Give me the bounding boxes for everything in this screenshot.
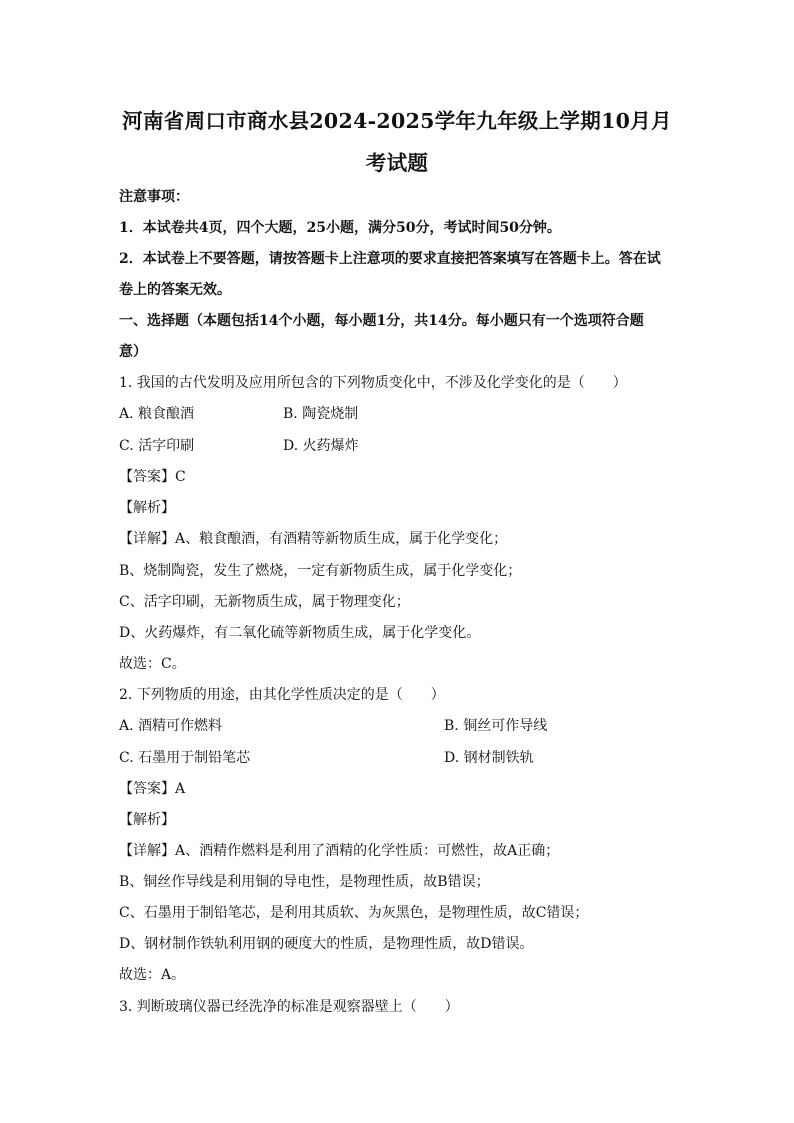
question-2-option-b: B. 铜丝可作导线 — [444, 718, 548, 734]
question-2-answer: 【答案】A — [119, 781, 186, 797]
question-1-detail-c: C、活字印刷，无新物质生成，属于物理变化； — [119, 594, 410, 610]
question-2-option-c: C. 石墨用于制铅笔芯 — [119, 750, 251, 766]
question-2-analysis-label: 【解析】 — [119, 812, 175, 828]
page-title-line-2: 考试题 — [365, 151, 429, 175]
section-heading-line-2: 意） — [119, 344, 147, 360]
question-2-option-d: D. 钢材制铁轨 — [444, 750, 534, 766]
question-2-detail-b: B、铜丝作导线是利用铜的导电性，是物理性质，故B错误； — [119, 874, 490, 890]
question-1-analysis-label: 【解析】 — [119, 500, 175, 516]
question-1-detail-b: B、烧制陶瓷，发生了燃烧，一定有新物质生成，属于化学变化； — [119, 563, 522, 579]
notice-item-2-line-1: 2．本试卷上不要答题，请按答题卡上注意项的要求直接把答案填写在答题卡上。答在试 — [119, 251, 661, 267]
notice-heading: 注意事项： — [119, 189, 189, 205]
question-1-detail-a: 【详解】A、粮食酿酒，有酒精等新物质生成，属于化学变化； — [119, 531, 508, 547]
question-2-option-a: A. 酒精可作燃料 — [119, 718, 223, 734]
question-2-conclusion: 故选：A。 — [119, 967, 186, 983]
question-3-stem: 3. 判断玻璃仪器已经洗净的标准是观察器壁上（ ） — [119, 999, 459, 1015]
question-2-detail-c: C、石墨用于制铅笔芯，是利用其质软、为灰黑色，是物理性质，故C错误； — [119, 905, 589, 921]
question-1-option-a: A. 粮食酿酒 — [119, 406, 195, 422]
section-heading-line-1: 一、选择题（本题包括14个小题，每小题1分，共14分。每小题只有一个选项符合题 — [119, 313, 644, 329]
question-2-detail-d: D、钢材制作铁轨利用钢的硬度大的性质，是物理性质，故D错误。 — [119, 936, 534, 952]
question-1-option-c: C. 活字印刷 — [119, 438, 195, 454]
question-1-conclusion: 故选：C。 — [119, 656, 186, 672]
question-1-option-b: B. 陶瓷烧制 — [283, 406, 359, 422]
question-2-detail-a: 【详解】A、酒精作燃料是利用了酒精的化学性质：可燃性，故A正确； — [119, 843, 560, 859]
question-1-option-d: D. 火药爆炸 — [283, 438, 359, 454]
notice-item-2-line-2: 卷上的答案无效。 — [119, 282, 231, 298]
question-2-stem: 2. 下列物质的用途，由其化学性质决定的是（ ） — [119, 687, 445, 703]
notice-item-1: 1．本试卷共4页，四个大题，25小题，满分50分，考试时间50分钟。 — [119, 220, 561, 236]
question-1-answer: 【答案】C — [119, 469, 186, 485]
question-1-detail-d: D、火药爆炸，有二氧化硫等新物质生成，属于化学变化。 — [119, 625, 481, 641]
question-1-stem: 1. 我国的古代发明及应用所包含的下列物质变化中，不涉及化学变化的是（ ） — [119, 375, 627, 391]
page-title-line-1: 河南省周口市商水县2024-2025学年九年级上学期10月月 — [122, 109, 672, 133]
